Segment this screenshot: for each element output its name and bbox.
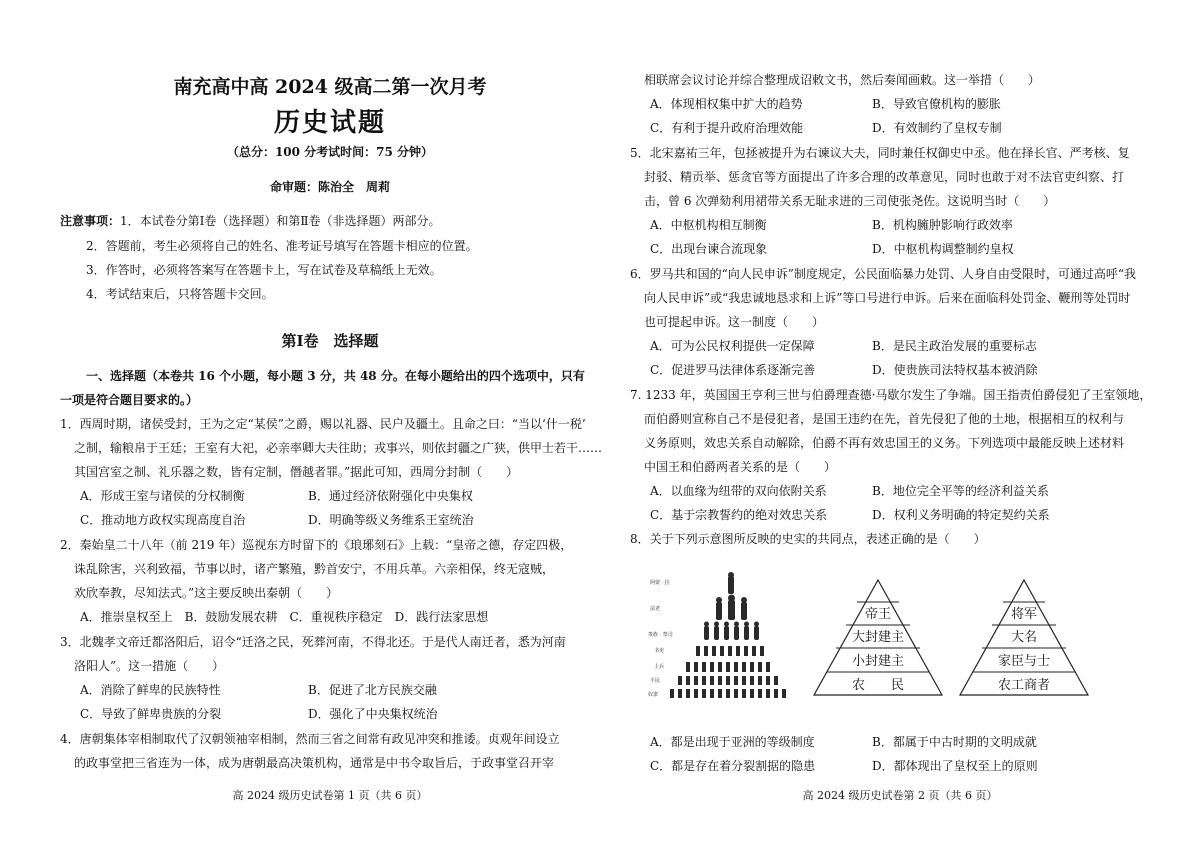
q8-option-a[interactable]: A．都是出现于亚洲的等级制度 — [650, 735, 815, 749]
q2-stem-1: 2．秦始皇二十八年（前 219 年）巡视东方时留下的《琅琊刻石》上载：“皇帝之德，存定四极， — [60, 538, 573, 552]
q6-stem-3: 也可提起申诉。这一制度（ ） — [644, 315, 825, 329]
page-1 — [60, 0, 603, 847]
notes-item-1: 注意事项：1．本试卷分第Ⅰ卷（选择题）和第Ⅱ卷（非选择题）两部分。 — [60, 214, 441, 228]
q7-option-d[interactable]: D．权利义务明确的特定契约关系 — [872, 508, 1050, 522]
part-instruction-2: 一项是符合题目要求的。） — [60, 393, 199, 407]
q6-option-b[interactable]: B．是民主政治发展的重要标志 — [872, 339, 1037, 353]
part-instruction: 一、选择题（本卷共 16 个小题，每小题 3 分，共 48 分。在每小题给出的四个选项中，只有 — [86, 369, 585, 383]
q5-option-b[interactable]: B．机构臃肿影响行政效率 — [872, 218, 1013, 232]
q7-stem-1: 7. 1233 年，英国国王亨利三世与伯爵理查德·马歇尔发生了争端。国王指责伯爵侵犯了王室领地， — [630, 388, 1152, 402]
fig1-label: 贵族 · 祭司 — [648, 632, 673, 638]
fig1-label: 书吏 — [654, 648, 665, 654]
q3-option-d[interactable]: D．强化了中央集权统治 — [308, 707, 438, 721]
q5-option-c[interactable]: C．出现台谏合流现象 — [650, 242, 768, 256]
q7-stem-3: 义务原则，效忠关系自动解除，伯爵不再有效忠国王的义务。下列选项中最能反映上述材料 — [644, 436, 1125, 450]
q7-option-a[interactable]: A．以血缘为纽带的双向依附关系 — [650, 484, 827, 498]
q8-option-b[interactable]: B．都属于中古时期的文明成就 — [872, 735, 1037, 749]
q4-stem-2: 的政事堂把三省连为一体，成为唐朝最高决策机构，通常是中书令取旨后，于政事堂召开宰 — [74, 756, 555, 770]
q6-option-a[interactable]: A．可为公民权利提供一定保障 — [650, 339, 815, 353]
page-footer-2: 高 2024 级历史试卷第 2 页（共 6 页） — [802, 789, 998, 802]
page-2 — [630, 0, 1170, 847]
q5-option-a[interactable]: A．中枢机构相互制衡 — [650, 218, 767, 232]
pyr2-tier: 家臣与士 — [997, 654, 1051, 669]
q3-option-c[interactable]: C．导致了鲜卑贵族的分裂 — [80, 707, 222, 721]
egypt-hierarchy-figure — [648, 572, 808, 707]
fig1-label: 士兵 — [654, 664, 665, 670]
q7-option-b[interactable]: B．地位完全平等的经济利益关系 — [872, 484, 1049, 498]
pyr2-tier: 大名 — [1010, 630, 1038, 645]
q4-stem-3: 相联席会议讨论并综合整理成诏敕文书，然后奏闻画敕。这一举措（ ） — [644, 73, 1041, 87]
q6-stem-2: 向人民申诉”或“我忠诚地恳求和上诉”等口号进行申诉。后来在面临科处罚金、鞭刑等处罚时 — [644, 291, 1131, 305]
feudal-pyramid-japan — [958, 578, 1090, 698]
q3-option-a[interactable]: A．消除了鲜卑的民族特性 — [80, 683, 221, 697]
q7-option-c[interactable]: C．基于宗教誓约的绝对效忠关系 — [650, 508, 828, 522]
pyr1-tier: 帝王 — [864, 607, 892, 622]
section-heading: 第Ⅰ卷 选择题 — [281, 332, 379, 350]
q8-option-d[interactable]: D．都体现出了皇权至上的原则 — [872, 759, 1038, 773]
subject-title: 历史试题 — [273, 108, 386, 138]
fig1-label: 法老 — [650, 606, 661, 612]
q7-stem-2: 而伯爵则宣称自己不是侵犯者，是国王违约在先，首先侵犯了他的土地，根据相互的权利与 — [644, 412, 1125, 426]
exam-meta: （总分：100 分考试时间：75 分钟） — [226, 145, 434, 159]
notes-item-2: 2．答题前，考生必须将自己的姓名、准考证号填写在答题卡相应的位置。 — [86, 239, 478, 253]
q4-option-c[interactable]: C．有利于提升政府治理效能 — [650, 121, 804, 135]
q2-stem-3: 欢欣奉教，尽知法式。”这主要反映出秦朝（ ） — [74, 586, 339, 600]
notes-item-3: 3．作答时，必须将答案写在答题卡上，写在试卷及草稿纸上无效。 — [86, 263, 442, 277]
feudal-pyramid-europe — [812, 578, 944, 698]
q4-option-b[interactable]: B．导致官僚机构的膨胀 — [872, 97, 1001, 111]
q6-option-c[interactable]: C．促进罗马法律体系逐渐完善 — [650, 363, 816, 377]
q7-stem-4: 中国王和伯爵两者关系的是（ ） — [644, 460, 837, 474]
q3-stem-1: 3．北魏孝文帝迁都洛阳后，诏令“迁洛之民，死葬河南，不得北还。于是代人南迁者，悉为河南 — [60, 635, 566, 649]
q1-option-d[interactable]: D．明确等级义务维系王室统治 — [308, 513, 474, 527]
q4-option-a[interactable]: A．体现相权集中扩大的趋势 — [650, 97, 803, 111]
notes-label: 注意事项： — [60, 214, 121, 228]
q4-option-d[interactable]: D．有效制约了皇权专制 — [872, 121, 1002, 135]
q8-option-c[interactable]: C．都是存在着分裂割据的隐患 — [650, 759, 816, 773]
authors: 命审题：陈治全 周莉 — [269, 180, 390, 194]
fig1-label: 平民 — [650, 678, 661, 684]
q6-option-d[interactable]: D．使贵族司法特权基本被消除 — [872, 363, 1038, 377]
q5-option-d[interactable]: D．中枢机构调整制约皇权 — [872, 242, 1014, 256]
notes-item-4: 4．考试结束后，只将答题卡交回。 — [86, 287, 274, 301]
q6-stem-1: 6．罗马共和国的“向人民申诉”制度规定，公民面临暴力处罚、人身自由受限时，可通过高呼“我 — [630, 267, 1137, 281]
q5-stem-2: 封驳、精贡举、惩贪官等方面提出了许多合理的改革意见，同时也敢于对不法官吏纠察、打 — [644, 170, 1125, 184]
fig1-label: 阿蒙 · 拉 — [650, 580, 670, 586]
fig1-label: 奴隶 — [648, 692, 659, 698]
q1-option-c[interactable]: C．推动地方政权实现高度自治 — [80, 513, 246, 527]
q3-stem-2: 洛阳人”。这一措施（ ） — [74, 659, 225, 673]
q3-option-b[interactable]: B．促进了北方民族交融 — [308, 683, 437, 697]
q2-stem-2: 诛乱除害，兴利致福，节事以时，诸产繁殖，黔首安宁，不用兵革。六亲相保，终无寇贼， — [74, 562, 555, 576]
q1-stem-3: 其国宫室之制、礼乐器之数，皆有定制，僭越者罪。”据此可知，西周分封制（ ） — [74, 465, 519, 479]
q5-stem-1: 5．北宋嘉祐三年，包拯被提升为右谏议大夫，同时兼任权御史中丞。他在择长官、严考核、复 — [630, 146, 1130, 160]
q4-stem-1: 4．唐朝集体宰相制取代了汉朝领袖宰相制，然而三省之间常有政见冲突和推诿。贞观年间设立 — [60, 732, 560, 746]
exam-title: 南充高中高 2024 级高二第一次月考 — [173, 76, 487, 98]
pyr2-tier: 农工商者 — [997, 678, 1051, 693]
q8-stem: 8．关于下列示意图所反映的史实的共同点，表述正确的是（ ） — [630, 532, 986, 546]
q1-stem-2: 之制，输粮帛于王廷；王室有大祀，必亲率卿大夫往助；戎事兴，则依封疆之广狭，供甲士若干…… — [74, 441, 603, 455]
pyr1-tier: 农 民 — [851, 678, 905, 693]
q5-stem-3: 击，曾 6 次弹劾利用裙带关系无耻求进的三司使张尧佐。这说明当时（ ） — [644, 194, 1056, 208]
pyr1-tier: 小封建主 — [851, 654, 905, 669]
pyr1-tier: 大封建主 — [851, 630, 905, 645]
pyr2-tier: 将军 — [1010, 607, 1038, 622]
q1-option-a[interactable]: A．形成王室与诸侯的分权制衡 — [80, 489, 245, 503]
page-footer-1: 高 2024 级历史试卷第 1 页（共 6 页） — [232, 789, 428, 802]
q1-option-b[interactable]: B．通过经济依附强化中央集权 — [308, 489, 473, 503]
q2-options[interactable]: A．推崇皇权至上 B．鼓励发展农耕 C．重视秩序稳定 D．践行法家思想 — [80, 610, 489, 624]
q1-stem-1: 1．西周时期，诸侯受封，王为之定“某侯”之爵，赐以礼器、民户及疆土。且命之曰：“当以‘什一税’ — [60, 417, 586, 431]
